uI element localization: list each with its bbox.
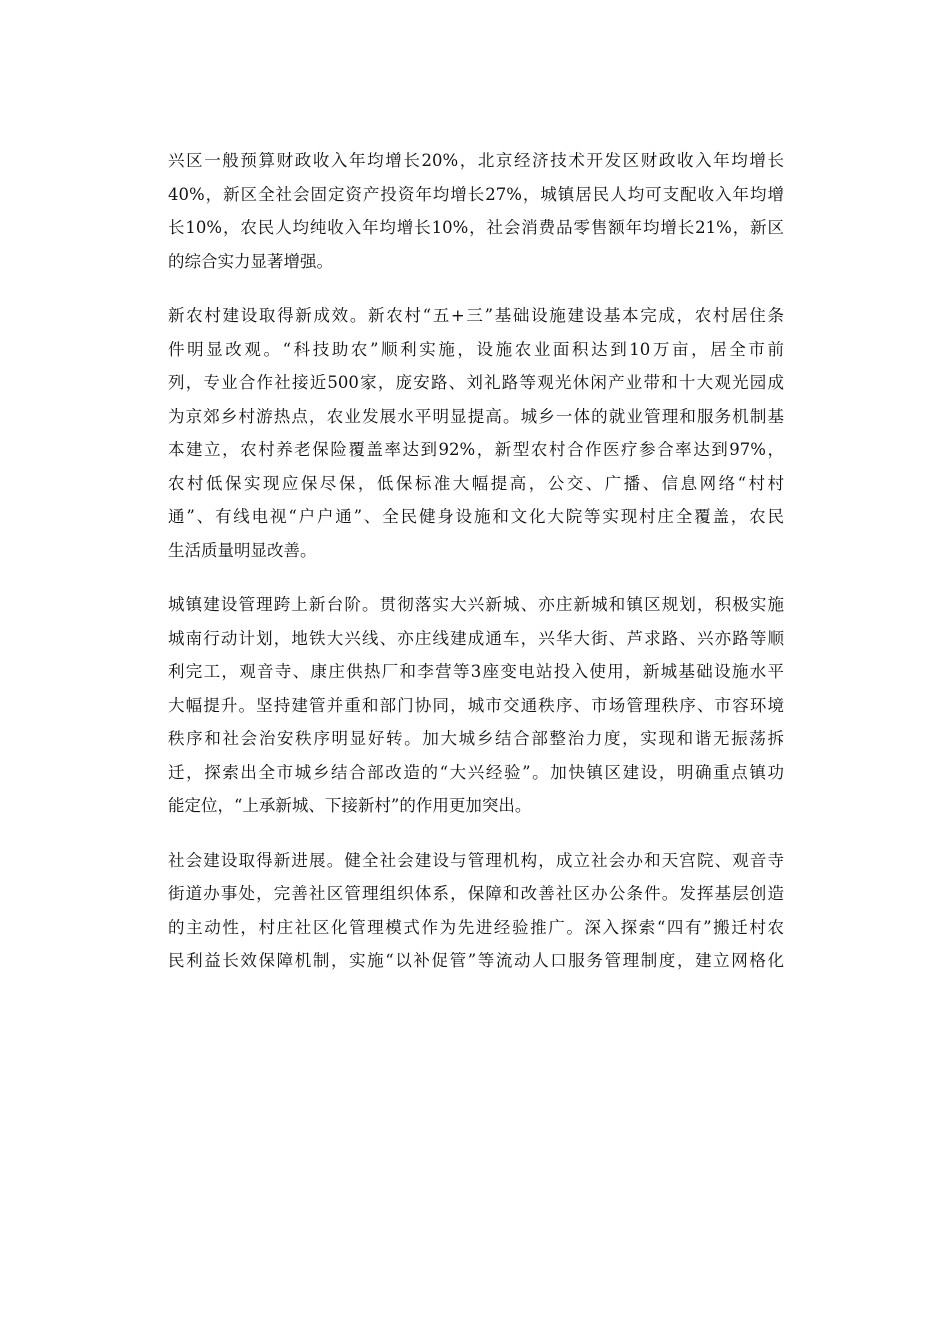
text-line: 为京郊乡村游热点，农业发展水平明显提高。城乡一体的就业管理和服务机制基: [168, 406, 784, 426]
text-line: 生活质量明显改善。: [168, 540, 317, 560]
text-line: 利完工，观音寺、康庄供热厂和李营等3座变电站投入使用，新城基础设施水平: [168, 662, 784, 681]
text-line: 迁，探索出全市城乡结合部改造的“大兴经验”。加快镇区建设，明确重点镇功: [168, 762, 784, 782]
text-line: 的主动性，村庄社区化管理模式作为先进经验推广。深入探索“四有”搬迁村农: [168, 917, 784, 937]
text-line: 长10%，农民人均纯收入年均增长10%，社会消费品零售额年均增长21%，新区: [168, 218, 784, 237]
text-line: 通”、有线电视“户户通”、全民健身设施和文化大院等实现村庄全覆盖，农民: [168, 507, 784, 526]
text-line: 农村低保实现应保尽保，低保标准大幅提高，公交、广播、信息网络“村村: [168, 473, 784, 493]
paragraph-social-development: [168, 844, 784, 978]
document-page: [168, 144, 784, 999]
text-line: 能定位，“上承新城、下接新村”的作用更加突出。: [168, 796, 532, 815]
text-line: 兴区一般预算财政收入年均增长20%，北京经济技术开发区财政收入年均增长: [168, 151, 784, 170]
paragraph-new-countryside: [168, 299, 784, 567]
text-line: 40%，新区全社会固定资产投资年均增长27%，城镇居民人均可支配收入年均增: [168, 184, 784, 204]
text-line: 件明显改观。“科技助农”顺利实施，设施农业面积达到10万亩，居全市前: [168, 339, 784, 359]
paragraph-urban-construction: [168, 588, 784, 823]
text-line: 街道办事处，完善社区管理组织体系，保障和改善社区办公条件。发挥基层创造: [168, 884, 784, 903]
text-line: 城镇建设管理跨上新台阶。贯彻落实大兴新城、亦庄新城和镇区规划，积极实施: [168, 595, 784, 614]
text-line: 大幅提升。坚持建管并重和部门协同，城市交通秩序、市场管理秩序、市容环境: [168, 695, 784, 715]
text-line: 的综合实力显著增强。: [168, 251, 333, 271]
text-line: 新农村建设取得新成效。新农村“五+三”基础设施建设基本完成，农村居住条: [168, 306, 784, 325]
text-line: 列，专业合作社接近500家，庞安路、刘礼路等观光休闲产业带和十大观光园成: [168, 373, 784, 392]
text-line: 社会建设取得新进展。健全社会建设与管理机构，成立社会办和天宫院、观音寺: [168, 850, 784, 870]
text-line: 民利益长效保障机制，实施“以补促管”等流动人口服务管理制度，建立网格化: [168, 951, 784, 970]
text-line: 本建立，农村养老保险覆盖率达到92%，新型农村合作医疗参合率达到97%，: [168, 440, 784, 459]
text-line: 城南行动计划，地铁大兴线、亦庄线建成通车，兴华大街、芦求路、兴亦路等顺: [168, 628, 784, 648]
paragraph-fiscal-growth: [168, 144, 784, 278]
text-line: 秩序和社会治安秩序明显好转。加大城乡结合部整治力度，实现和谐无振荡拆: [168, 729, 784, 748]
